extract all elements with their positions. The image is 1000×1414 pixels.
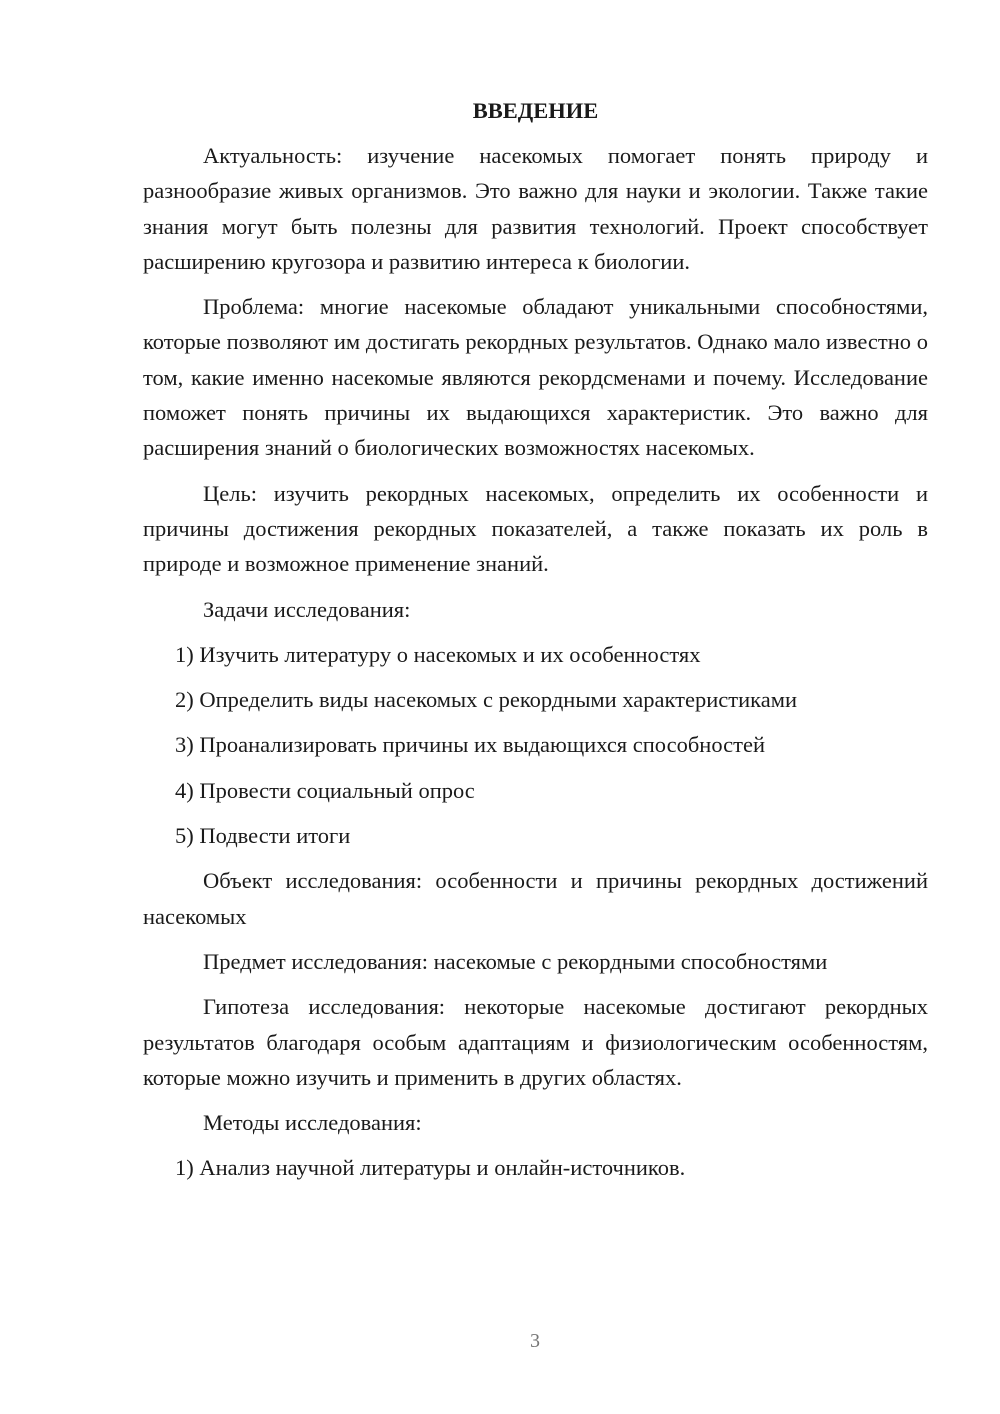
tasks-heading: Задачи исследования: <box>203 596 411 622</box>
methods-heading: Методы исследования: <box>203 1110 422 1136</box>
task-item-2: 2) Определить виды насекомых с рекордными характеристиками <box>175 687 797 713</box>
method-item-1: 1) Анализ научной литературы и онлайн-источников. <box>175 1155 686 1181</box>
hypothesis-paragraph: Гипотеза исследования: некоторые насекомые достигают рекордных результатов благодаря особым адаптациям и физиологическим особенностям, которые можно изучить и применить в других областях. <box>143 994 928 1090</box>
object-paragraph: Объект исследования: особенности и причины рекордных достижений насекомых <box>143 868 928 929</box>
section-title: ВВЕДЕНИЕ <box>472 98 599 123</box>
goal-paragraph: Цель: изучить рекордных насекомых, определить их особенности и причины достижения рекордных показателей, а также показать их роль в природе и возможное применение знаний. <box>143 480 928 577</box>
task-item-4: 4) Провести социальный опрос <box>175 777 475 803</box>
task-item-3: 3) Проанализировать причины их выдающихся способностей <box>175 732 765 758</box>
tasks-list <box>143 637 928 853</box>
document-page <box>143 93 928 1196</box>
subject-paragraph: Предмет исследования: насекомые с рекордными способностями <box>203 948 828 974</box>
task-item-5: 5) Подвести итоги <box>175 823 351 849</box>
task-item-1: 1) Изучить литературу о насекомых и их особенностях <box>175 641 701 667</box>
methods-list <box>143 1150 928 1185</box>
problem-paragraph: Проблема: многие насекомые обладают уникальными способностями, которые позволяют им достигать рекордных результатов. Однако мало известно о том, какие именно насекомые являются рекордсменами и почему. Исследование поможет понять причины их выдающихся характеристик. Это важно для расширения знаний о биологических возможностях насекомых. <box>143 294 928 461</box>
page-number: 3 <box>530 1330 540 1352</box>
relevance-paragraph: Актуальность: изучение насекомых помогает понять природу и разнообразие живых организмов. Это важно для науки и экологии. Также такие знания могут быть полезны для развития технологий. Проект способствует расширению кругозора и развитию интереса к биологии. <box>143 143 928 274</box>
